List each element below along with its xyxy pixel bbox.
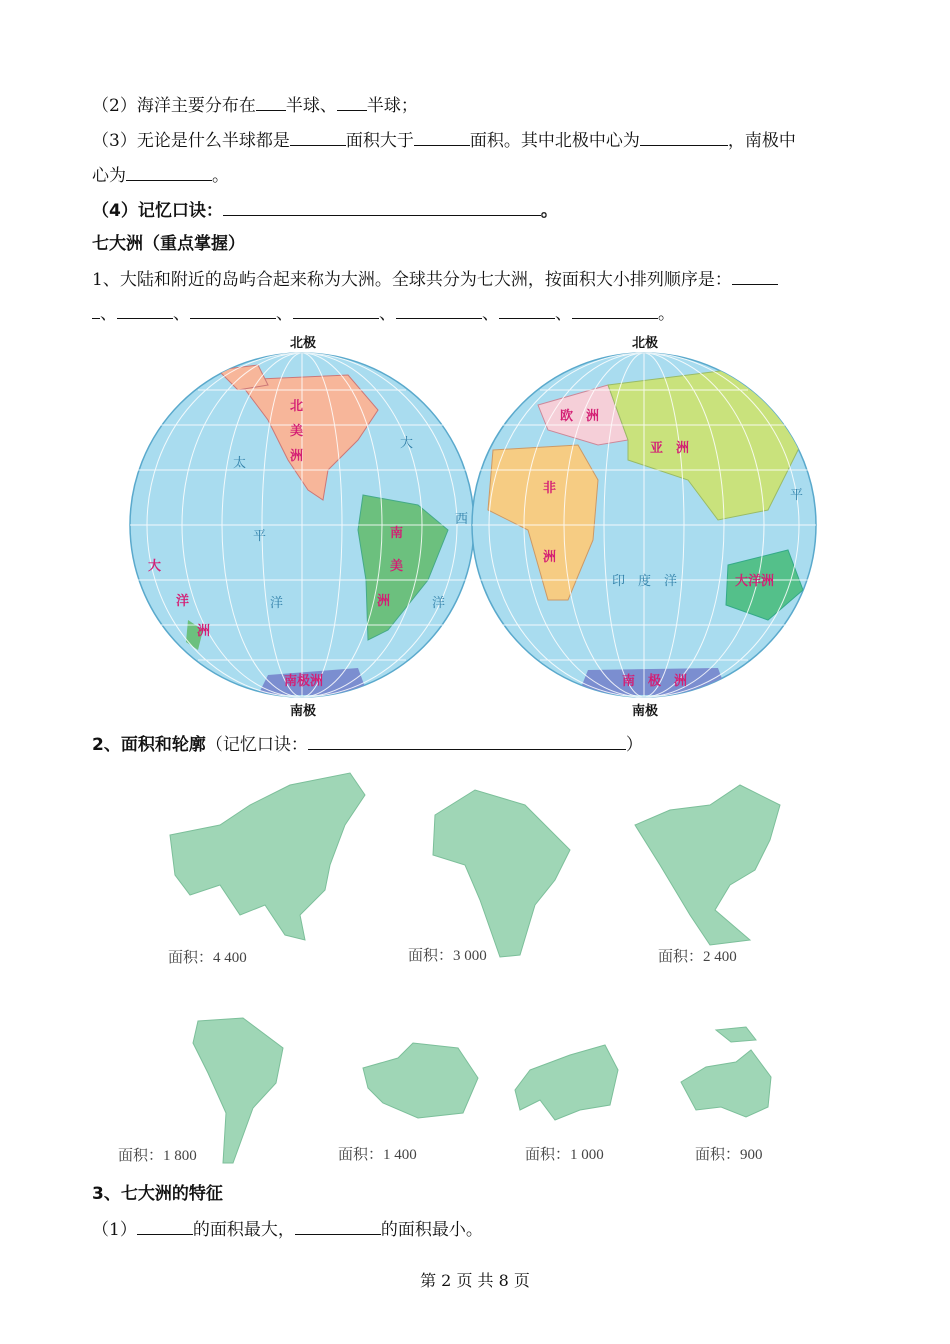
- q4-end: 。: [540, 201, 558, 221]
- s2-text: （记忆口诀：: [205, 735, 308, 755]
- world-hemispheres-map: [128, 350, 818, 700]
- map-label: 非: [543, 481, 557, 496]
- question-3-cont: [92, 162, 229, 188]
- map-label: 大: [148, 559, 162, 574]
- ocean-label: 洋: [270, 596, 284, 611]
- ocean-label: 平: [253, 529, 267, 544]
- area-label-oceania: 面积：900: [695, 1147, 763, 1163]
- answer-blank[interactable]: [256, 92, 286, 111]
- north-pole-label-left: 北极: [290, 336, 317, 351]
- map-label: 洲: [377, 594, 391, 609]
- q3-text: 面积大于: [345, 131, 414, 151]
- answer-blank[interactable]: [572, 300, 658, 319]
- answer-blank[interactable]: [337, 92, 367, 111]
- section-2: [92, 731, 643, 757]
- antarctica-outline: [358, 1038, 483, 1123]
- map-label: 美: [290, 424, 304, 439]
- answer-blank[interactable]: [137, 1216, 193, 1235]
- south-america-outline: [188, 1013, 298, 1168]
- asia-outline: [160, 765, 380, 950]
- map-label: 洲: [197, 624, 211, 639]
- answer-blank[interactable]: [499, 300, 555, 319]
- europe-outline: [510, 1030, 625, 1125]
- area-label-asia: 面积：4 400: [168, 950, 247, 966]
- answer-blank[interactable]: [414, 127, 470, 146]
- answer-blank[interactable]: [290, 127, 346, 146]
- answer-blank[interactable]: [117, 300, 173, 319]
- q3-text: 心为: [92, 166, 126, 186]
- answer-blank[interactable]: [92, 300, 100, 319]
- s3-text: 的面积最大，: [192, 1220, 295, 1240]
- ocean-label: 印 度 洋: [612, 574, 678, 589]
- ocean-label: 太: [233, 456, 247, 471]
- q4-label: （4）记忆口诀：: [92, 201, 223, 221]
- sep: 、: [173, 304, 190, 324]
- map-label: 洋: [176, 594, 190, 609]
- section-2-title: 2、面积和轮廓: [92, 735, 206, 755]
- sep: 、: [379, 304, 396, 324]
- eastern-hemisphere: [472, 353, 816, 697]
- paragraph-1-cont: [92, 300, 675, 326]
- area-label-antarctica: 面积：1 400: [338, 1147, 417, 1163]
- q3-text: （3）无论是什么半球都是: [92, 131, 290, 151]
- map-label: 南 极 洲: [622, 674, 688, 689]
- paragraph-1: [92, 266, 778, 292]
- s3-text: （1）: [92, 1220, 137, 1240]
- answer-blank[interactable]: [732, 266, 778, 285]
- south-pole-label-right: 南极: [632, 704, 659, 719]
- q3-text: ，南极中: [727, 131, 796, 151]
- sep: 、: [276, 304, 293, 324]
- ocean-label: 西: [455, 512, 469, 527]
- map-label: 南: [390, 526, 404, 541]
- area-label-south-america: 面积：1 800: [118, 1148, 197, 1164]
- answer-blank[interactable]: [223, 197, 541, 216]
- sep: 。: [658, 304, 675, 324]
- area-label-africa: 面积：3 000: [408, 948, 487, 964]
- area-label-north-america: 面积：2 400: [658, 949, 737, 965]
- map-label: 大洋洲: [735, 574, 775, 589]
- map-label: 洲: [543, 550, 557, 565]
- map-label: 南极洲: [284, 674, 324, 689]
- map-label: 欧 洲: [560, 409, 600, 424]
- s2-text: ）: [625, 735, 643, 755]
- answer-blank[interactable]: [396, 300, 482, 319]
- answer-blank[interactable]: [308, 731, 626, 750]
- oceania-outline: [676, 1022, 831, 1130]
- question-3: [92, 127, 796, 153]
- q3-text: 面积。其中北极中心为: [469, 131, 640, 151]
- answer-blank[interactable]: [126, 162, 212, 181]
- page-footer: 第 2 页 共 8 页: [420, 1271, 530, 1290]
- ocean-label: 洋: [432, 596, 446, 611]
- answer-blank[interactable]: [640, 127, 728, 146]
- q2-text: 半球；: [366, 96, 418, 116]
- q2-text: 半球、: [285, 96, 337, 116]
- answer-blank[interactable]: [293, 300, 379, 319]
- section-3-title: 3、七大洲的特征: [92, 1184, 223, 1204]
- sep: 、: [555, 304, 572, 324]
- p1-text: 1、大陆和附近的岛屿合起来称为大洲。全球共分为七大洲，按面积大小排列顺序是：: [92, 270, 732, 290]
- map-label: 洲: [290, 449, 304, 464]
- sep: 、: [100, 304, 117, 324]
- question-4: [92, 197, 558, 223]
- sep: 、: [482, 304, 499, 324]
- q3-text: 。: [212, 166, 229, 186]
- north-america-outline: [630, 775, 800, 950]
- area-label-europe: 面积：1 000: [525, 1147, 604, 1163]
- question-2: [92, 92, 418, 118]
- map-label: 北: [290, 399, 304, 414]
- north-pole-label-right: 北极: [632, 336, 659, 351]
- south-pole-label-left: 南极: [290, 704, 317, 719]
- map-label: 亚 洲: [650, 441, 690, 456]
- section-title: 七大洲（重点掌握）: [92, 234, 245, 254]
- q2-text: （2）海洋主要分布在: [92, 96, 256, 116]
- answer-blank[interactable]: [295, 1216, 381, 1235]
- map-label: 美: [390, 559, 404, 574]
- answer-blank[interactable]: [190, 300, 276, 319]
- africa-outline: [425, 785, 585, 960]
- section-3-q1: [92, 1216, 483, 1242]
- ocean-label: 大: [400, 436, 414, 451]
- s3-text: 的面积最小。: [380, 1220, 483, 1240]
- ocean-label: 平: [790, 488, 804, 503]
